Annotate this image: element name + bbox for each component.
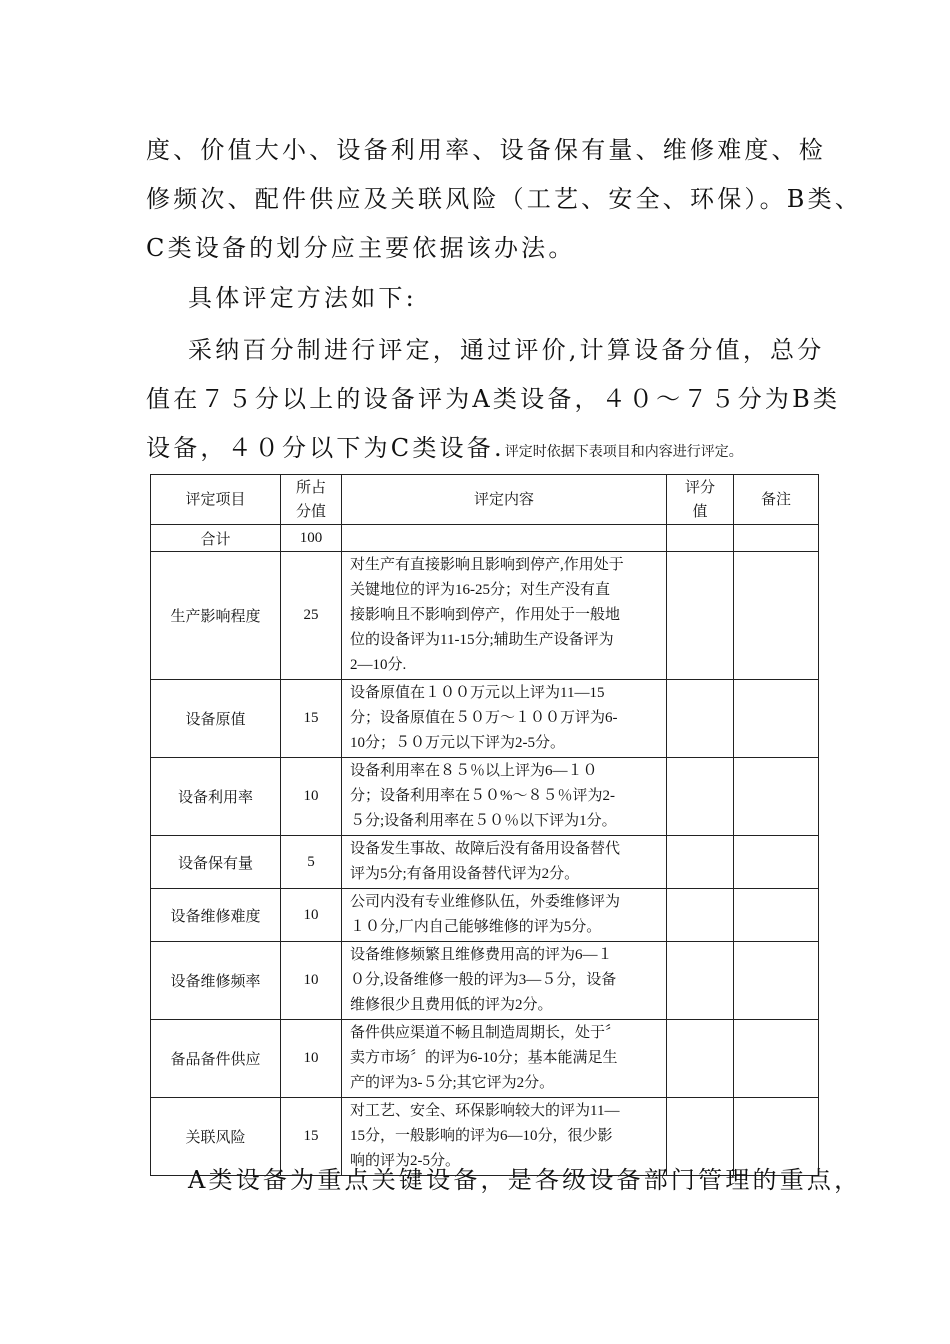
row-score: 5 <box>281 836 342 889</box>
row-content-line: 分；设备原值在５０万～１００万评为6- <box>350 710 618 726</box>
row-content-line: 位的设备评为11-15分;辅助生产设备评为 <box>350 632 614 648</box>
row-content-line: 响的评为2-5分。 <box>350 1153 460 1169</box>
row-item: 设备利用率 <box>151 758 281 836</box>
paragraph-3-small-text: 评定时依据下表项目和内容进行评定。 <box>504 444 743 460</box>
row-content-line: 设备原值在１００万元以上评为11—15 <box>350 685 605 701</box>
row-item: 设备维修频率 <box>151 942 281 1020</box>
row-content-line: ０分,设备维修一般的评为3—５分，设备 <box>350 972 617 988</box>
paragraph-3-line-2: 值在７５分以上的设备评为A类设备，４０～７５分为B类 <box>146 385 841 413</box>
paragraph-2: 具体评定方法如下: <box>188 284 417 312</box>
row-content-line: 对工艺、安全、环保影响较大的评为11— <box>350 1103 620 1119</box>
row-item: 关联风险 <box>151 1098 281 1176</box>
table-row <box>151 942 819 1020</box>
table-row <box>151 680 819 758</box>
row-note <box>734 758 819 836</box>
row-note <box>734 889 819 942</box>
paragraph-1-line-2: 修频次、配件供应及关联风险（工艺、安全、环保）。B类、 <box>146 185 863 213</box>
header-content: 评定内容 <box>342 475 667 525</box>
row-content-line: 卖方市场〞的评为6-10分；基本能满足生 <box>350 1050 618 1066</box>
row-score: 10 <box>281 1020 342 1098</box>
row-content-line: 维修很少且费用低的评为2分。 <box>350 997 553 1013</box>
row-content <box>342 889 667 942</box>
row-content-line: 接影响且不影响到停产，作用处于一般地 <box>350 607 621 623</box>
row-rating <box>667 758 734 836</box>
row-content-line: 产的评为3-５分;其它评为2分。 <box>350 1075 555 1091</box>
row-content-line: 10分；５０万元以下评为2-5分。 <box>350 735 565 751</box>
table-row <box>151 1020 819 1098</box>
row-score: 10 <box>281 758 342 836</box>
row-content-line: 15分，一般影响的评为6—10分，很少影 <box>350 1128 613 1144</box>
row-item: 生产影响程度 <box>151 552 281 680</box>
paragraph-3-main-text: 设备，４０分以下为C类设备. <box>146 434 505 462</box>
row-content <box>342 552 667 680</box>
table-row <box>151 552 819 680</box>
row-score: 15 <box>281 680 342 758</box>
row-content <box>342 942 667 1020</box>
row-content-line: 评为5分;有备用设备替代评为2分。 <box>350 866 580 882</box>
header-note: 备注 <box>734 475 819 525</box>
total-note <box>734 525 819 552</box>
table-row <box>151 836 819 889</box>
row-score: 10 <box>281 942 342 1020</box>
row-note <box>734 552 819 680</box>
row-content-line: ５分;设备利用率在５０％以下评为1分。 <box>350 813 617 829</box>
row-score: 25 <box>281 552 342 680</box>
total-rating <box>667 525 734 552</box>
paragraph-1-line-3: C类设备的划分应主要依据该办法。 <box>146 234 576 262</box>
row-note <box>734 836 819 889</box>
table-row <box>151 889 819 942</box>
row-content <box>342 758 667 836</box>
row-note <box>734 1020 819 1098</box>
total-score: 100 <box>281 525 342 552</box>
row-content-line: 分；设备利用率在５０%～８５％评为2- <box>350 788 615 804</box>
row-item: 设备原值 <box>151 680 281 758</box>
row-content-line: 备件供应渠道不畅且制造周期长，处于〞 <box>350 1025 621 1041</box>
row-rating <box>667 1020 734 1098</box>
row-item: 设备维修难度 <box>151 889 281 942</box>
row-content-line: 设备利用率在８５％以上评为6—１０ <box>350 763 598 779</box>
row-content <box>342 1020 667 1098</box>
table-header-row <box>151 475 819 525</box>
total-label: 合计 <box>151 525 281 552</box>
total-content <box>342 525 667 552</box>
evaluation-table <box>150 474 819 1176</box>
row-rating <box>667 552 734 680</box>
row-note <box>734 942 819 1020</box>
row-item: 设备保有量 <box>151 836 281 889</box>
row-note <box>734 680 819 758</box>
table-total-row <box>151 525 819 552</box>
header-item: 评定项目 <box>151 475 281 525</box>
header-score: 所占 分值 <box>281 475 342 525</box>
row-content <box>342 836 667 889</box>
row-content-line: 设备维修频繁且维修费用高的评为6—１ <box>350 947 613 963</box>
row-content-line: 对生产有直接影响且影响到停产,作用处于 <box>350 557 624 573</box>
paragraph-4: A类设备为重点关键设备，是各级设备部门管理的重点， <box>188 1166 862 1194</box>
row-content-line: 关键地位的评为16-25分；对生产没有直 <box>350 582 610 598</box>
table-row <box>151 758 819 836</box>
paragraph-1-line-1: 度、价值大小、设备利用率、设备保有量、维修难度、检 <box>146 136 826 164</box>
row-content-line: 公司内没有专业维修队伍，外委维修评为 <box>350 894 621 910</box>
paragraph-3-line-1: 采纳百分制进行评定，通过评价,计算设备分值，总分 <box>188 336 825 364</box>
row-score: 10 <box>281 889 342 942</box>
row-rating <box>667 680 734 758</box>
paragraph-3-line-3 <box>146 424 811 477</box>
row-rating <box>667 889 734 942</box>
row-item: 备品备件供应 <box>151 1020 281 1098</box>
row-score: 15 <box>281 1098 342 1176</box>
row-content-line: 2—10分. <box>350 657 407 673</box>
row-content-line: 设备发生事故、故障后没有备用设备替代 <box>350 841 621 857</box>
row-rating <box>667 836 734 889</box>
row-content-line: １０分,厂内自己能够维修的评为5分。 <box>350 919 602 935</box>
row-content <box>342 680 667 758</box>
header-rating: 评分 值 <box>667 475 734 525</box>
row-rating <box>667 942 734 1020</box>
